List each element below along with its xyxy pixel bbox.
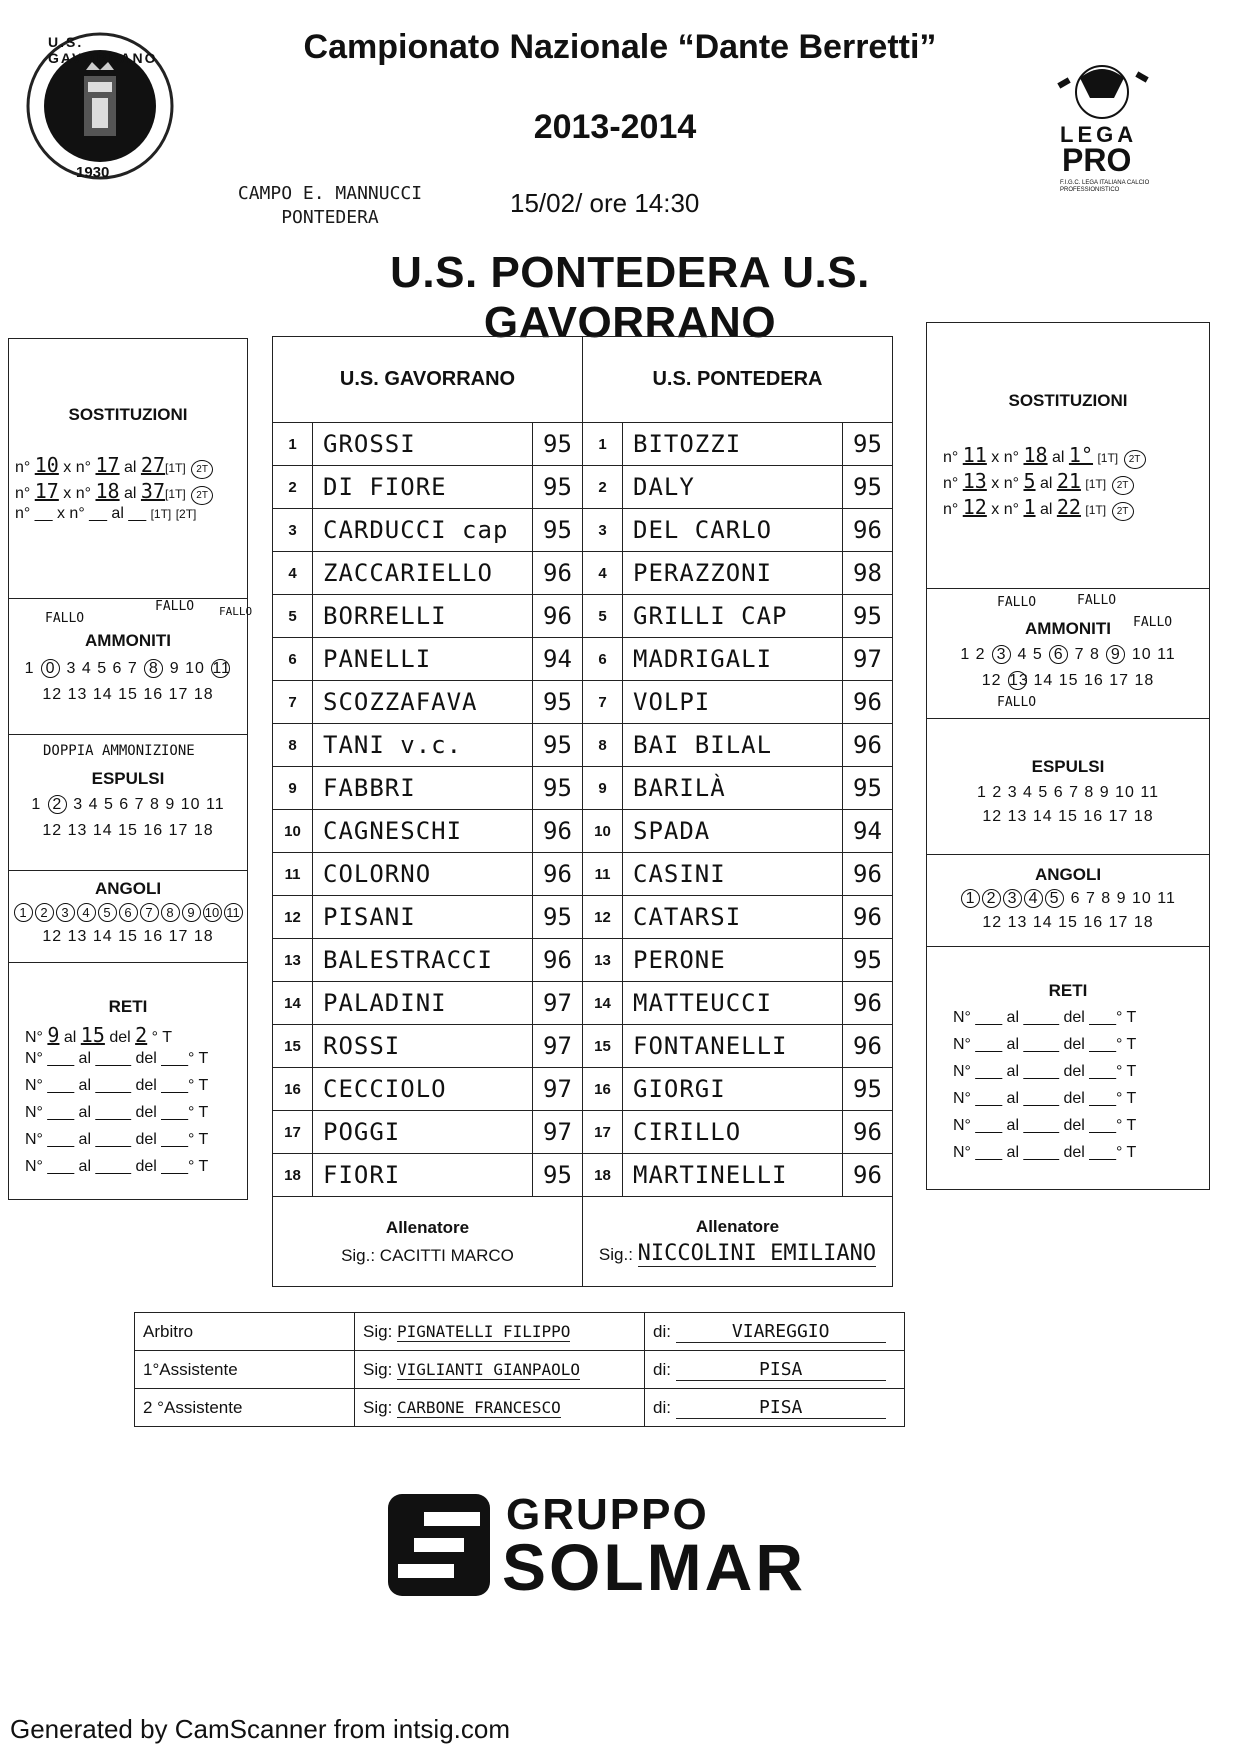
team-right-header: U.S. PONTEDERA xyxy=(583,337,893,423)
left-player-name: FABBRI xyxy=(313,767,533,810)
season: 2013-2014 xyxy=(533,108,697,146)
table-row xyxy=(273,423,893,466)
left-player-name: CECCIOLO xyxy=(313,1068,533,1111)
right-number: 16 xyxy=(583,1068,623,1111)
right-player-year: 98 xyxy=(843,552,893,595)
coach-right-line: Sig.: NICCOLINI EMILIANO xyxy=(598,1240,877,1266)
championship-title: Campionato Nazionale “Dante Berretti” xyxy=(303,28,937,66)
referee-role: 1°Assistente xyxy=(135,1351,355,1389)
left-angoli-title: ANGOLI xyxy=(94,879,162,898)
table-row xyxy=(273,595,893,638)
right-espulsi-row1: 1 2 3 4 5 6 7 8 9 10 11 xyxy=(977,784,1159,801)
right-player-name: BARILÀ xyxy=(623,767,843,810)
left-number: 7 xyxy=(273,681,313,724)
coach-left xyxy=(273,1197,583,1287)
table-row xyxy=(273,896,893,939)
right-number: 2 xyxy=(583,466,623,509)
right-player-year: 96 xyxy=(843,681,893,724)
right-player-name: MATTEUCCI xyxy=(623,982,843,1025)
left-player-year: 95 xyxy=(533,423,583,466)
referees-table xyxy=(134,1312,905,1427)
left-ammoniti-title: AMMONITI xyxy=(85,631,171,650)
right-angoli-title: ANGOLI xyxy=(1034,865,1102,884)
left-player-year: 95 xyxy=(533,767,583,810)
left-player-name: SCOZZAFAVA xyxy=(313,681,533,724)
campo-line1: CAMPO E. MANNUCCI xyxy=(237,183,423,204)
right-player-year: 95 xyxy=(843,423,893,466)
left-player-name: COLORNO xyxy=(313,853,533,896)
left-rete-5: N° ___ al ____ del ___° T xyxy=(25,1131,209,1148)
right-player-name: VOLPI xyxy=(623,681,843,724)
right-player-name: PERONE xyxy=(623,939,843,982)
right-player-year: 95 xyxy=(843,1068,893,1111)
right-angoli-row2: 12 13 14 15 16 17 18 xyxy=(982,914,1154,931)
logo-lega: LEGA xyxy=(1060,122,1138,147)
left-reti xyxy=(9,963,247,1201)
left-player-name: ROSSI xyxy=(313,1025,533,1068)
left-player-name: PANELLI xyxy=(313,638,533,681)
left-number: 13 xyxy=(273,939,313,982)
left-ammoniti-row2: 12 13 14 15 16 17 18 xyxy=(42,686,214,703)
right-ammoniti-row1: 1 2 3 4 5 6 7 8 9 10 11 xyxy=(960,646,1176,663)
left-number: 18 xyxy=(273,1154,313,1197)
left-espulso-note: DOPPIA AMMONIZIONE xyxy=(43,743,195,759)
referee-name: PIGNATELLI FILIPPO xyxy=(397,1321,571,1341)
referee-city: VIAREGGIO xyxy=(676,1321,886,1343)
table-row xyxy=(273,681,893,724)
left-espulsi xyxy=(9,735,247,871)
left-player-year: 96 xyxy=(533,853,583,896)
referee-role: Arbitro xyxy=(135,1313,355,1351)
left-player-year: 95 xyxy=(533,724,583,767)
right-rete-6: N° ___ al ____ del ___° T xyxy=(953,1144,1137,1161)
right-ammoniti-title: AMMONITI xyxy=(1025,619,1111,638)
left-player-year: 97 xyxy=(533,1068,583,1111)
right-player-name: BAI BILAL xyxy=(623,724,843,767)
right-player-year: 95 xyxy=(843,767,893,810)
table-row xyxy=(273,939,893,982)
left-number: 16 xyxy=(273,1068,313,1111)
right-ammoniti xyxy=(927,589,1209,719)
right-player-name: MARTINELLI xyxy=(623,1154,843,1197)
right-player-name: FONTANELLI xyxy=(623,1025,843,1068)
table-row xyxy=(273,1154,893,1197)
right-sostituzioni-title: SOSTITUZIONI xyxy=(1008,391,1128,410)
campo xyxy=(220,182,440,230)
right-sostituzioni xyxy=(927,323,1209,589)
left-player-name: POGGI xyxy=(313,1111,533,1154)
right-number: 6 xyxy=(583,638,623,681)
left-player-name: CARDUCCI cap xyxy=(313,509,533,552)
footer-text: Generated by CamScanner from intsig.com xyxy=(10,1714,510,1744)
sig-label: Sig: xyxy=(363,1359,393,1379)
right-player-year: 95 xyxy=(843,466,893,509)
campo-line2: PONTEDERA xyxy=(281,207,379,228)
right-rete-5: N° ___ al ____ del ___° T xyxy=(953,1117,1137,1134)
left-player-year: 97 xyxy=(533,1025,583,1068)
left-number: 15 xyxy=(273,1025,313,1068)
right-number: 3 xyxy=(583,509,623,552)
table-row xyxy=(273,1025,893,1068)
right-rete-3: N° ___ al ____ del ___° T xyxy=(953,1063,1137,1080)
right-number: 7 xyxy=(583,681,623,724)
left-sub-2: n° 17 x n° 18 al 37[1T] 2T xyxy=(15,479,214,505)
right-ammonito-note-2: FALLO xyxy=(1077,593,1117,608)
table-row xyxy=(273,810,893,853)
right-player-year: 96 xyxy=(843,896,893,939)
referee-city-cell xyxy=(645,1313,905,1351)
logo-text: U.S. GAVORRANO xyxy=(48,34,158,66)
gavorrano-logo xyxy=(26,26,174,186)
right-rete-2: N° ___ al ____ del ___° T xyxy=(953,1036,1137,1053)
table-row xyxy=(135,1389,905,1427)
sig-label: Sig: xyxy=(363,1321,393,1341)
coach-row xyxy=(273,1197,893,1287)
left-player-year: 96 xyxy=(533,810,583,853)
right-ammonito-note-4: FALLO xyxy=(997,695,1037,710)
right-espulsi-title: ESPULSI xyxy=(1031,757,1105,776)
referee-name: VIGLIANTI GIANPAOLO xyxy=(397,1359,581,1379)
right-number: 9 xyxy=(583,767,623,810)
right-player-name: CASINI xyxy=(623,853,843,896)
left-player-name: PISANI xyxy=(313,896,533,939)
right-player-year: 96 xyxy=(843,1111,893,1154)
match-title: U.S. PONTEDERA U.S. GAVORRANO xyxy=(390,248,870,347)
referee-name-cell xyxy=(355,1351,645,1389)
left-ammonito-note-2: FALLO xyxy=(155,599,195,614)
right-player-year: 95 xyxy=(843,939,893,982)
left-player-name: TANI v.c. xyxy=(313,724,533,767)
referee-name: CARBONE FRANCESCO xyxy=(397,1397,561,1417)
table-row xyxy=(273,509,893,552)
left-number: 14 xyxy=(273,982,313,1025)
left-player-name: BORRELLI xyxy=(313,595,533,638)
roster-header xyxy=(273,337,893,423)
left-number: 1 xyxy=(273,423,313,466)
right-ammonito-note-1: FALLO xyxy=(997,595,1037,610)
left-player-name: PALADINI xyxy=(313,982,533,1025)
right-number: 14 xyxy=(583,982,623,1025)
left-player-name: BALESTRACCI xyxy=(313,939,533,982)
table-row xyxy=(273,767,893,810)
left-player-name: GROSSI xyxy=(313,423,533,466)
di-label: di: xyxy=(653,1397,671,1417)
left-angoli-row2: 12 13 14 15 16 17 18 xyxy=(42,928,214,945)
allenatore-left-label: Allenatore xyxy=(385,1217,470,1237)
left-player-year: 96 xyxy=(533,595,583,638)
left-number: 10 xyxy=(273,810,313,853)
left-player-year: 97 xyxy=(533,1111,583,1154)
left-sub-3: n° __ x n° __ al __ [1T] [2T] xyxy=(15,505,197,522)
left-number: 4 xyxy=(273,552,313,595)
right-ammoniti-row2: 12 13 14 15 16 17 18 xyxy=(981,672,1155,689)
table-row xyxy=(135,1313,905,1351)
solmar-logo xyxy=(384,1490,864,1604)
left-sub-1: n° 10 x n° 17 al 27[1T] 2T xyxy=(15,453,214,479)
right-player-name: MADRIGALI xyxy=(623,638,843,681)
referee-city-cell xyxy=(645,1351,905,1389)
right-player-year: 96 xyxy=(843,1154,893,1197)
referee-city: PISA xyxy=(676,1397,886,1419)
right-player-year: 96 xyxy=(843,509,893,552)
right-sub-3: n° 12 x n° 1 al 22 [1T] 2T xyxy=(943,495,1135,521)
table-row xyxy=(273,982,893,1025)
table-row xyxy=(273,638,893,681)
right-player-year: 97 xyxy=(843,638,893,681)
left-ammonito-note-3: FALLO xyxy=(219,605,253,618)
left-player-name: DI FIORE xyxy=(313,466,533,509)
right-number: 13 xyxy=(583,939,623,982)
sig-label: Sig: xyxy=(363,1397,393,1417)
left-player-year: 95 xyxy=(533,681,583,724)
right-number: 15 xyxy=(583,1025,623,1068)
left-player-year: 95 xyxy=(533,509,583,552)
right-player-name: GIORGI xyxy=(623,1068,843,1111)
left-number: 11 xyxy=(273,853,313,896)
match-datetime: 15/02/ ore 14:30 xyxy=(510,188,700,218)
right-angoli-row1: 1 2 3 4 5 6 7 8 9 10 11 xyxy=(927,887,1209,911)
left-rete-3: N° ___ al ____ del ___° T xyxy=(25,1077,209,1094)
left-number: 9 xyxy=(273,767,313,810)
coach-right xyxy=(583,1197,893,1287)
left-espulsi-title: ESPULSI xyxy=(91,769,165,788)
right-player-name: CIRILLO xyxy=(623,1111,843,1154)
right-player-name: DEL CARLO xyxy=(623,509,843,552)
table-row xyxy=(273,724,893,767)
right-number: 1 xyxy=(583,423,623,466)
right-number: 11 xyxy=(583,853,623,896)
right-number: 12 xyxy=(583,896,623,939)
right-player-year: 95 xyxy=(843,595,893,638)
right-player-year: 96 xyxy=(843,724,893,767)
referee-name-cell xyxy=(355,1389,645,1427)
right-rete-1: N° ___ al ____ del ___° T xyxy=(953,1009,1137,1026)
di-label: di: xyxy=(653,1359,671,1379)
left-ammonito-note-1: FALLO xyxy=(45,611,85,626)
left-rete-4: N° ___ al ____ del ___° T xyxy=(25,1104,209,1121)
left-number: 5 xyxy=(273,595,313,638)
referee-role: 2 °Assistente xyxy=(135,1389,355,1427)
left-rete-6: N° ___ al ____ del ___° T xyxy=(25,1158,209,1175)
right-sub-2: n° 13 x n° 5 al 21 [1T] 2T xyxy=(943,469,1135,495)
right-number: 18 xyxy=(583,1154,623,1197)
right-espulsi-row2: 12 13 14 15 16 17 18 xyxy=(982,808,1154,825)
coach-right-name: NICCOLINI EMILIANO xyxy=(637,1240,877,1266)
left-player-year: 96 xyxy=(533,939,583,982)
left-number: 8 xyxy=(273,724,313,767)
lega-pro-logo xyxy=(1050,58,1170,208)
left-player-name: ZACCARIELLO xyxy=(313,552,533,595)
left-panel xyxy=(8,338,253,1200)
right-player-name: DALY xyxy=(623,466,843,509)
right-player-year: 96 xyxy=(843,1025,893,1068)
left-number: 17 xyxy=(273,1111,313,1154)
left-player-year: 95 xyxy=(533,1154,583,1197)
left-espulsi-row2: 12 13 14 15 16 17 18 xyxy=(42,822,214,839)
right-panel xyxy=(926,322,1210,1190)
left-ammoniti xyxy=(9,599,253,735)
left-player-year: 95 xyxy=(533,466,583,509)
right-ammonito-note-3: FALLO xyxy=(1133,615,1173,630)
left-player-name: FIORI xyxy=(313,1154,533,1197)
table-row xyxy=(273,466,893,509)
right-number: 4 xyxy=(583,552,623,595)
left-angoli-row1: 1 2 3 4 5 6 7 8 9 10 11 xyxy=(9,901,247,925)
coach-left-name: Sig.: CACITTI MARCO xyxy=(341,1245,514,1265)
right-reti-title: RETI xyxy=(1048,981,1088,1000)
di-label: di: xyxy=(653,1321,671,1341)
right-rete-4: N° ___ al ____ del ___° T xyxy=(953,1090,1137,1107)
right-player-year: 96 xyxy=(843,853,893,896)
team-left-header: U.S. GAVORRANO xyxy=(273,337,583,423)
left-player-year: 94 xyxy=(533,638,583,681)
left-espulsi-row1: 1 2 3 4 5 6 7 8 9 10 11 xyxy=(31,796,225,813)
sponsor-gruppo: GRUPPO xyxy=(506,1490,709,1539)
right-number: 8 xyxy=(583,724,623,767)
referee-city: PISA xyxy=(676,1359,886,1381)
table-row xyxy=(273,1111,893,1154)
right-number: 5 xyxy=(583,595,623,638)
right-espulsi xyxy=(927,719,1209,855)
left-number: 6 xyxy=(273,638,313,681)
right-reti xyxy=(927,947,1209,1191)
left-player-name: CAGNESCHI xyxy=(313,810,533,853)
left-ammoniti-row1: 1 0 3 4 5 6 7 8 9 10 11 xyxy=(24,660,231,677)
table-row xyxy=(135,1351,905,1389)
table-row xyxy=(273,1068,893,1111)
right-player-name: CATARSI xyxy=(623,896,843,939)
right-player-name: SPADA xyxy=(623,810,843,853)
left-reti-title: RETI xyxy=(108,997,148,1016)
right-player-name: GRILLI CAP xyxy=(623,595,843,638)
right-player-year: 94 xyxy=(843,810,893,853)
logo-pro: PRO xyxy=(1062,142,1132,178)
left-number: 2 xyxy=(273,466,313,509)
right-number: 17 xyxy=(583,1111,623,1154)
logo-year: 1930 xyxy=(76,164,110,181)
allenatore-right-label: Allenatore xyxy=(695,1216,780,1236)
referee-name-cell xyxy=(355,1313,645,1351)
left-sostituzioni-title: SOSTITUZIONI xyxy=(68,405,188,424)
roster-table xyxy=(272,336,893,1287)
left-rete-2: N° ___ al ____ del ___° T xyxy=(25,1050,209,1067)
right-angoli xyxy=(927,855,1209,947)
table-row xyxy=(273,552,893,595)
right-player-name: BITOZZI xyxy=(623,423,843,466)
sponsor-solmar: SOLMAR xyxy=(502,1530,806,1604)
logo-small-text: F.I.G.C. LEGA ITALIANA CALCIO PROFESSIONISTICO xyxy=(1060,180,1150,193)
referee-city-cell xyxy=(645,1389,905,1427)
right-number: 10 xyxy=(583,810,623,853)
left-player-year: 96 xyxy=(533,552,583,595)
left-player-year: 95 xyxy=(533,896,583,939)
left-angoli xyxy=(9,871,247,963)
left-number: 12 xyxy=(273,896,313,939)
table-row xyxy=(273,853,893,896)
left-sostituzioni xyxy=(9,339,247,599)
right-player-year: 96 xyxy=(843,982,893,1025)
right-sub-1: n° 11 x n° 18 al 1° [1T] 2T xyxy=(943,443,1147,469)
left-rete-1: N° 9 al 15 del 2 ° T xyxy=(25,1023,172,1047)
left-number: 3 xyxy=(273,509,313,552)
left-player-year: 97 xyxy=(533,982,583,1025)
right-player-name: PERAZZONI xyxy=(623,552,843,595)
